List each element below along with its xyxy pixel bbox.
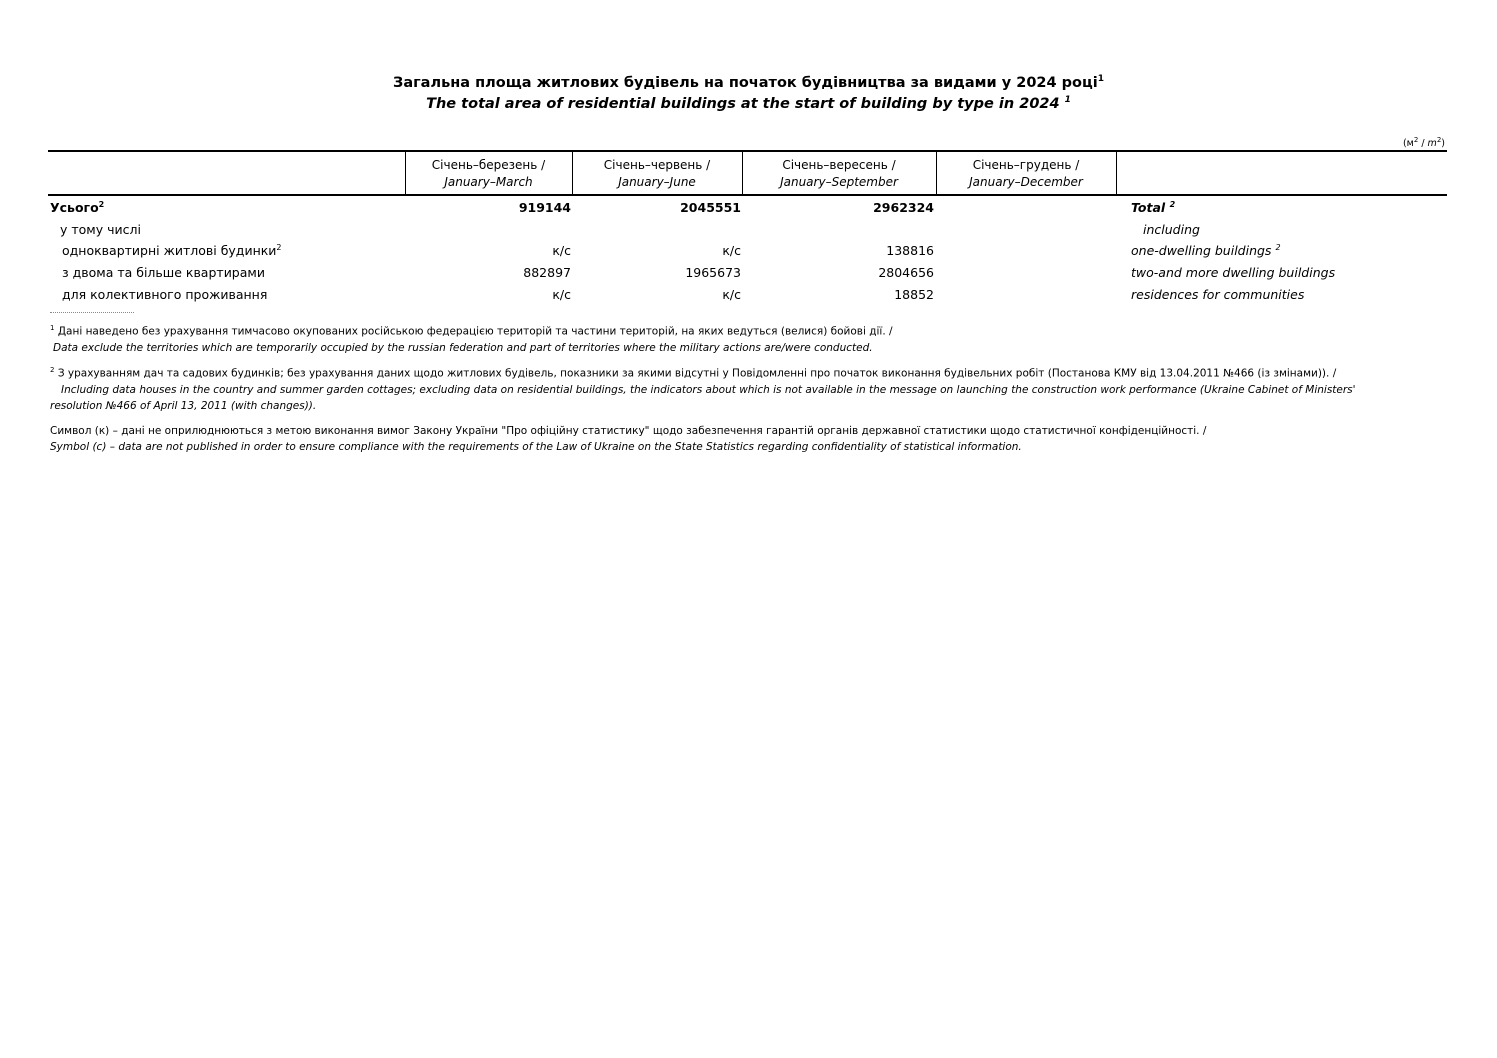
title-ukrainian: Загальна площа житлових будівель на початок будівництва за видами у 2024 році$^1$ <box>393 74 1104 91</box>
row-label-ua: у тому числі <box>60 222 141 237</box>
row-label-ua: Усього$^2$ <box>50 200 105 216</box>
table-row-including <box>0 222 1497 242</box>
cell-h1: 1965673 <box>685 265 741 280</box>
table-top-rule <box>48 150 1447 152</box>
cell-9m: 138816 <box>886 243 934 258</box>
column-header-9m: Січень–вересень / January–September <box>780 158 898 189</box>
row-label-en: including <box>1143 222 1200 237</box>
cell-9m: 18852 <box>894 287 934 302</box>
row-label-en: one-dwelling buildings $^2$ <box>1131 243 1281 259</box>
cell-q1: 919144 <box>518 200 571 215</box>
column-divider <box>1116 151 1117 194</box>
cell-h1: 2045551 <box>680 200 741 215</box>
footnote-symbol: Символ (к) – дані не оприлюднюються з метою виконання вимог Закону України "Про офіційну статистику" щодо забезпечення гарантій органів державної статистики щодо статистичної конфіденційності. / Symbol (c) – data are not published in order to ensure compliance with the requirements of the Law of Ukraine on the State Statistics regarding confidentiality of statistical information. <box>50 425 1207 453</box>
row-label-en: Total $^2$ <box>1131 200 1176 216</box>
column-header-year: Січень–грудень / January–December <box>969 158 1083 189</box>
cell-h1: к/с <box>722 287 741 302</box>
column-header-h1: Січень–червень / January–June <box>603 158 711 189</box>
row-label-en: two-and more dwelling buildings <box>1131 265 1336 280</box>
row-label-en: residences for communities <box>1131 287 1305 302</box>
cell-h1: к/с <box>722 243 741 258</box>
table-row-communities <box>0 287 1497 307</box>
cell-9m: 2804656 <box>878 265 934 280</box>
table-header-rule <box>48 194 1447 196</box>
units-label: $(м^2 / m^2)$ <box>1402 136 1445 150</box>
table-row-multi-dwelling <box>0 265 1497 285</box>
cell-q1: 882897 <box>523 265 571 280</box>
table-row-one-dwelling <box>0 243 1497 263</box>
cell-q1: к/с <box>552 287 571 302</box>
column-header-q1: Січень–березень / January–March <box>431 158 546 189</box>
cell-q1: к/с <box>552 243 571 258</box>
table-row-total <box>0 200 1497 220</box>
row-label-ua: для колективного проживання <box>62 287 268 302</box>
row-label-ua: одноквартирні житлові будинки$^2$ <box>62 243 282 259</box>
title-english: The total area of residential buildings at the start of building by type in 2024 $^1$ <box>426 95 1071 112</box>
footnote-2: $^2$ З урахуванням дач та садових будинків; без урахування даних щодо житлових будівель, показники за якими відсутні у Повідомленні про початок виконання будівельних робіт (Постанова КМУ від 13.04.2011 №466 (із змінами)). / Including data houses in the country and summer garden cottages; excluding data on residential buildings, the indicators about which is not available in the message on launching the construction work performance (Ukraine Cabinet of Ministers' resolution №466 of April 13, 2011 (with changes)). <box>50 366 1356 412</box>
cell-9m: 2962324 <box>873 200 934 215</box>
footnote-1: $^1$ Дані наведено без урахування тимчасово окупованих російською федерацією територій та частини територій, на яких ведуться (велися) бойові дії. / Data exclude the territories which are temporarily occupied by the russian federation and part of territories where the military actions are/were conducted. <box>50 324 893 354</box>
footnote-separator <box>50 312 134 313</box>
row-label-ua: з двома та більше квартирами <box>62 265 265 280</box>
